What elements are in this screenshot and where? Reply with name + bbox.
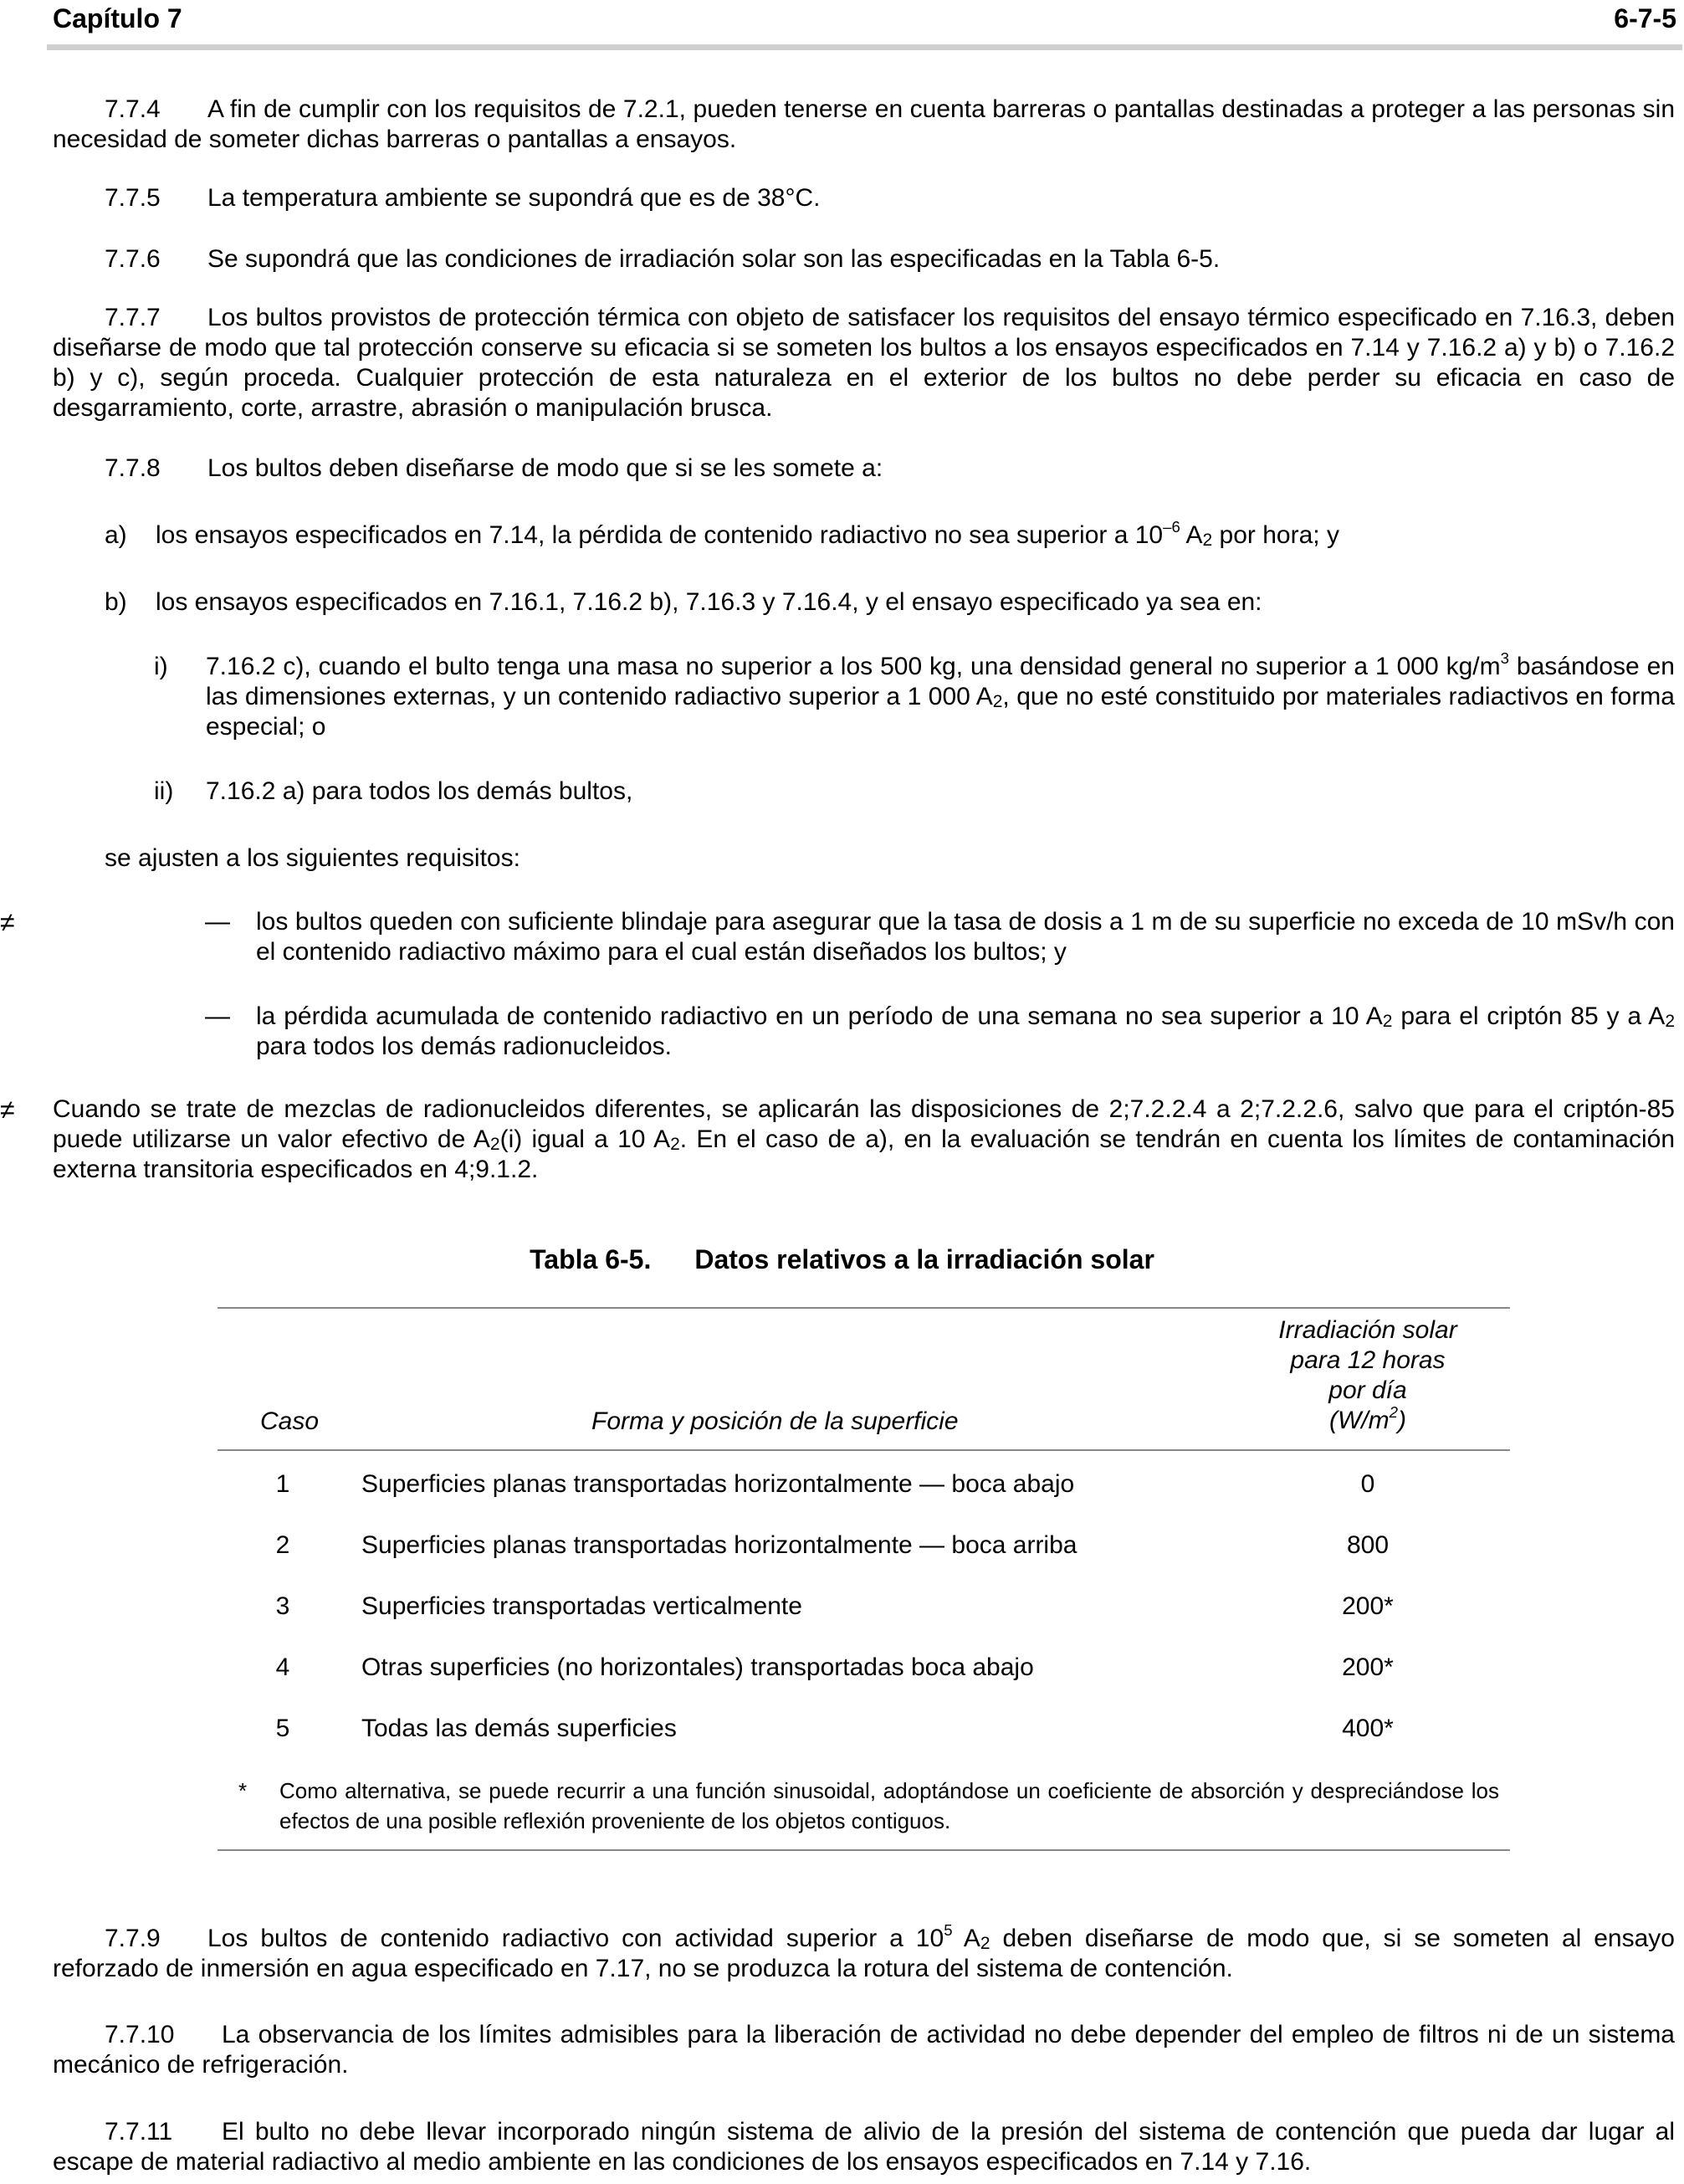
requirements-intro: se ajusten a los siguientes requisitos:: [105, 844, 520, 872]
list-item-i: i) 7.16.2 c), cuando el bulto tenga una masa no superior a los 500 kg, una densidad general no superior a 1 000 $kg/m^3$ basándose en las dimensiones externas, y un contenido radiactivo superior a 1 000 $A_2$, que no esté constituido por materiales radiactivos en forma especial; o: [154, 649, 1675, 741]
cell-caso: 3: [275, 1592, 290, 1620]
paragraph-7-7-5: 7.7.5 La temperatura ambiente se supondrá que es de 38°C.: [105, 184, 821, 212]
list-item-b: b) los ensayos especificados en 7.16.1, 7.16.2 b), 7.16.3 y 7.16.4, y el ensayo especificado ya sea en:: [105, 588, 1262, 616]
requirement-1: los bultos queden con suficiente blindaje para asegurar que la tasa de dosis a 1 m de su superficie no exceda de 10 mSv/h con el contenido radiactivo máximo para el cual están diseñados los bultos; y: [256, 908, 1675, 966]
requirement-dash-2: —: [205, 1002, 230, 1030]
cell-caso: 5: [275, 1715, 290, 1742]
cell-valor: 200*: [1342, 1653, 1394, 1681]
cell-forma: Todas las demás superficies: [361, 1715, 677, 1742]
cell-forma: Superficies transportadas verticalmente: [361, 1592, 802, 1620]
table-caption: Tabla 6-5. Datos relativos a la irradiación solar: [530, 1244, 1154, 1274]
cell-valor: 0: [1360, 1470, 1375, 1498]
table-top-rule: [218, 1307, 1510, 1309]
cell-forma: Otras superficies (no horizontales) transportadas boca abajo: [361, 1653, 1034, 1681]
cell-caso: 4: [275, 1653, 290, 1681]
cell-valor: 400*: [1342, 1715, 1394, 1742]
paragraph-7-7-6: 7.7.6 Se supondrá que las condiciones de irradiación solar son las especificadas en la Tabla 6-5.: [105, 245, 1221, 273]
col-header-irradiacion: Irradiación solar para 12 horas por día $(W/m^2)$: [1278, 1316, 1457, 1434]
change-mark-2: ≠: [0, 1095, 15, 1125]
col-header-caso: Caso: [260, 1407, 320, 1435]
paragraph-7-7-4: 7.7.4 A fin de cumplir con los requisitos de 7.2.1, pueden tenerse en cuenta barreras o pantallas destinadas a proteger a las personas sin necesidad de someter dichas barreras o pantallas a ensayos.: [53, 95, 1675, 153]
page-header: [53, 3, 1676, 35]
cell-forma: Superficies planas transportadas horizontalmente — boca arriba: [361, 1531, 1077, 1559]
mixtures-paragraph: Cuando se trate de mezclas de radionucleidos diferentes, se aplicarán las disposiciones de 2;7.2.2.4 a 2;7.2.2.6, salvo que para el criptón-85 puede utilizarse un valor efectivo de $A_2(i)$ igual a 10 $A_2$. En el caso de a), en la evaluación se tendrán en cuenta los límites de contaminación externa transitoria especificados en 4;9.1.2.: [53, 1095, 1675, 1183]
table-note-mark: *: [238, 1778, 248, 1803]
table-note: Como alternativa, se puede recurrir a una función sinusoidal, adoptándose un coeficiente de absorción y despreciándose los efectos de una posible reflexión proveniente de los objetos contiguos.: [279, 1778, 1499, 1833]
requirement-2: la pérdida acumulada de contenido radiactivo en un período de una semana no sea superior a 10 $A_2$ para el criptón 85 y a $A_2$ para todos los demás radionucleidos.: [256, 1002, 1675, 1060]
chapter-title: Capítulo 7: [53, 3, 182, 33]
requirement-dash-1: —: [205, 908, 230, 936]
cell-caso: 1: [275, 1470, 290, 1498]
table-header-rule: [218, 1449, 1510, 1451]
change-mark: ≠: [0, 907, 15, 937]
list-item-i-text: 7.16.2 c), cuando el bulto tenga una masa no superior a los 500 kg, una densidad general no superior a 1 000 $kg/m^3$ basándose en las dimensiones externas, y un contenido radiactivo superior a 1 000 $A_2$, que no esté constituido por materiales radiactivos en forma especial; o: [206, 649, 1675, 741]
cell-forma: Superficies planas transportadas horizontalmente — boca abajo: [361, 1470, 1075, 1498]
cell-valor: 200*: [1342, 1592, 1394, 1620]
paragraph-7-7-9: 7.7.9 Los bultos de contenido radiactivo con actividad superior a $10^5$ $A_2$ deben diseñarse de modo que, si se someten al ensayo reforzado de inmersión en agua especificado en 7.17, no se produzca la rotura del sistema de contención.: [53, 1920, 1675, 1982]
list-item-ii: ii) 7.16.2 a) para todos los demás bultos,: [154, 777, 633, 805]
paragraph-7-7-8: 7.7.8 Los bultos deben diseñarse de modo que si se les somete a:: [105, 454, 883, 482]
list-item-a: a) los ensayos especificados en 7.14, la pérdida de contenido radiactivo no sea superior a $10^{-6}$ $A_2$ por hora; y: [105, 517, 1339, 551]
paragraph-7-7-10: 7.7.10 La observancia de los límites admisibles para la liberación de actividad no debe depender del empleo de filtros ni de un sistema mecánico de refrigeración.: [53, 2021, 1675, 2079]
col-header-forma: Forma y posición de la superficie: [591, 1407, 959, 1435]
paragraph-7-7-7: 7.7.7 Los bultos provistos de protección térmica con objeto de satisfacer los requisitos del ensayo térmico especificado en 7.16.3, deben diseñarse de modo que tal protección conserve su eficacia si se someten los bultos a los ensayos especificados en 7.14 y 7.16.2 a) y b) o 7.16.2 b) y c), según proceda. Cualquier protección de esta naturaleza en el exterior de los bultos no debe perder su eficacia en caso de desgarramiento, corte, arrastre, abrasión o manipulación brusca.: [53, 304, 1675, 422]
table-bottom-rule: [218, 1849, 1510, 1851]
paragraph-7-7-11: 7.7.11 El bulto no debe llevar incorporado ningún sistema de alivio de la presión del sistema de contención que pueda dar lugar al escape de material radiactivo al medio ambiente en las condiciones de los ensayos especificados en 7.14 y 7.16.: [53, 2118, 1675, 2176]
page-number: 6-7-5: [1614, 3, 1676, 33]
cell-caso: 2: [275, 1531, 290, 1559]
cell-valor: 800: [1346, 1531, 1390, 1559]
header-rule: [47, 44, 1682, 50]
